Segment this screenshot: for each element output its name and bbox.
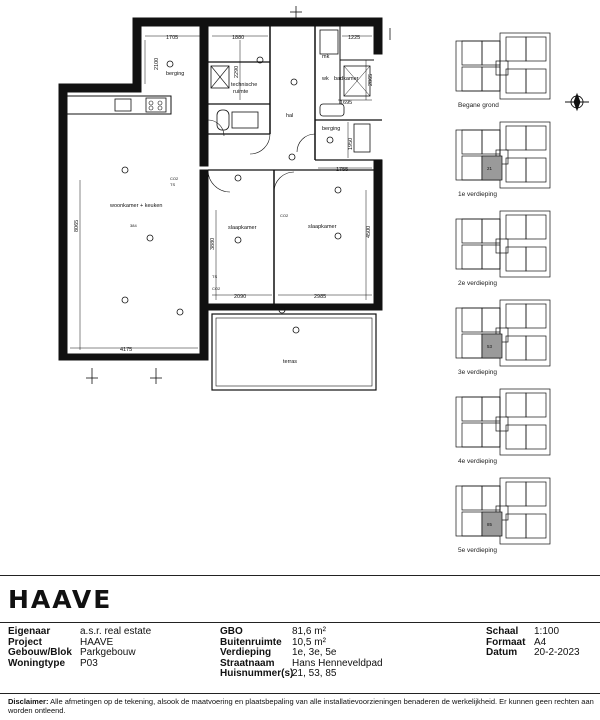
room-terras: terras bbox=[283, 359, 298, 365]
info-row bbox=[8, 627, 208, 638]
key-plan-level bbox=[456, 33, 550, 99]
room-woonkamer: woonkamer + keuken bbox=[110, 203, 163, 209]
dim-1880: 1880 bbox=[232, 35, 245, 41]
disclaimer bbox=[8, 698, 598, 715]
info-value: Parkgebouw bbox=[80, 647, 136, 658]
dim-4175: 4175 bbox=[120, 347, 133, 353]
key-plan-level bbox=[456, 300, 550, 366]
info-label: Verdieping bbox=[220, 647, 272, 658]
key-plan-unit-number: 85 bbox=[487, 522, 493, 527]
key-plan-level-label: 1e verdieping bbox=[458, 191, 498, 198]
info-label: Huisnummer(s) bbox=[220, 668, 294, 679]
info-unit-block bbox=[220, 627, 450, 680]
info-row bbox=[220, 627, 450, 638]
symbol-ts-2: TS bbox=[212, 274, 218, 279]
key-plan-level-label: 3e verdieping bbox=[458, 369, 498, 376]
info-value: 81,6 m² bbox=[292, 626, 326, 637]
info-row bbox=[220, 648, 450, 659]
info-value: a.s.r. real estate bbox=[80, 626, 152, 637]
info-label: GBO bbox=[220, 626, 243, 637]
dim-1225: 1225 bbox=[348, 35, 361, 41]
key-plan-level bbox=[456, 211, 550, 277]
symbol-co2-1: CO2 bbox=[170, 176, 179, 181]
room-slaapkamer-2: slaapkamer bbox=[308, 224, 337, 230]
dim-4500: 4500 bbox=[366, 225, 372, 238]
info-row bbox=[8, 659, 208, 670]
key-plan-level-label: Begane grond bbox=[458, 102, 499, 109]
dim-2865: 2865 bbox=[368, 73, 374, 86]
divider-info bbox=[0, 622, 600, 623]
info-value: P03 bbox=[80, 657, 98, 669]
dim-2090: 2090 bbox=[234, 294, 247, 300]
dim-1705: 1705 bbox=[166, 35, 179, 41]
label-mk: mk bbox=[322, 54, 330, 60]
info-value: HAAVE bbox=[80, 636, 114, 648]
wall-top bbox=[133, 18, 381, 26]
wall-bottom-bedrooms bbox=[208, 304, 382, 310]
key-plan-level-label: 5e verdieping bbox=[458, 547, 498, 554]
room-technische-1: technische bbox=[231, 82, 258, 88]
key-plan-level bbox=[456, 389, 550, 455]
dim-1695: 1695 bbox=[340, 100, 353, 106]
wall-right-lower bbox=[374, 160, 382, 310]
info-value: 20-2-2023 bbox=[534, 647, 580, 658]
wall-left bbox=[59, 84, 67, 360]
symbol-hvac: 384 bbox=[130, 223, 137, 228]
info-label: Buitenruimte bbox=[220, 636, 282, 648]
north-arrow-icon bbox=[565, 94, 589, 110]
key-plan-level bbox=[456, 122, 550, 188]
info-row bbox=[486, 648, 596, 659]
room-badkamer: badkamer bbox=[334, 76, 359, 82]
key-plan-unit-number: 21 bbox=[487, 166, 493, 171]
info-value: 1e, 3e, 5e bbox=[292, 647, 337, 658]
dim-8065: 8065 bbox=[74, 219, 80, 232]
info-label: Gebouw/Blok bbox=[8, 647, 72, 658]
divider-disclaimer bbox=[0, 693, 600, 694]
haave-logo: HAAVE bbox=[8, 585, 113, 614]
room-hal: hal bbox=[286, 113, 294, 119]
dim-1950: 1950 bbox=[348, 137, 354, 150]
info-value: 1:100 bbox=[534, 626, 560, 637]
info-label: Eigenaar bbox=[8, 626, 51, 637]
info-label: Straatnaam bbox=[220, 657, 275, 669]
wall-top-kitchen bbox=[133, 18, 141, 92]
info-label: Schaal bbox=[486, 626, 519, 637]
key-plan-level bbox=[456, 478, 550, 544]
wall-bedroom-left bbox=[200, 170, 208, 358]
label-wk: wk bbox=[322, 76, 329, 82]
info-row bbox=[8, 648, 208, 659]
key-plan-unit-number: 53 bbox=[487, 344, 493, 349]
info-label: Woningtype bbox=[8, 657, 66, 669]
key-plan-level-label: 2e verdieping bbox=[458, 280, 498, 287]
dim-1755: 1755 bbox=[336, 167, 349, 173]
info-value: 21, 53, 85 bbox=[292, 668, 337, 679]
symbol-ts-1: TS bbox=[170, 182, 176, 187]
divider-top bbox=[0, 575, 600, 576]
wall-right-upper bbox=[374, 18, 382, 54]
key-plans bbox=[456, 33, 550, 544]
room-berging-right: berging bbox=[322, 126, 341, 132]
info-row bbox=[220, 669, 450, 680]
key-plan-level-label: 4e verdieping bbox=[458, 458, 498, 465]
terrace bbox=[212, 314, 376, 390]
disclaimer-text: Alle afmetingen op de tekening, alsook de maatvoering en plaatsbepaling van alle installatievoorzieningen benaderen de werkelijkheid. Er kunnen geen rechten aan worden ontleend. bbox=[8, 697, 594, 715]
info-label: Datum bbox=[486, 647, 518, 658]
dim-2985: 2985 bbox=[314, 294, 327, 300]
room-technische-2: ruimte bbox=[233, 89, 249, 95]
dim-3880: 3880 bbox=[210, 237, 216, 250]
info-sheet-block bbox=[486, 627, 596, 659]
wall-top-left bbox=[59, 84, 139, 92]
wall-mid-vertical bbox=[200, 18, 208, 166]
info-label: Formaat bbox=[486, 636, 526, 648]
info-owner-block bbox=[8, 627, 208, 669]
info-value: Hans Henneveldpad bbox=[292, 657, 383, 669]
room-berging-top: berging bbox=[166, 71, 185, 77]
info-row bbox=[486, 627, 596, 638]
info-label: Project bbox=[8, 636, 42, 648]
disclaimer-label: Disclaimer: bbox=[8, 697, 49, 706]
dim-2100: 2100 bbox=[154, 57, 160, 70]
room-slaapkamer-1: slaapkamer bbox=[228, 225, 257, 231]
info-value: 10,5 m² bbox=[292, 636, 326, 648]
info-value: A4 bbox=[534, 636, 547, 648]
wall-bottom-living bbox=[59, 354, 208, 360]
symbol-co2-2: CO2 bbox=[280, 213, 289, 218]
dim-2290: 2290 bbox=[234, 65, 240, 78]
symbol-co2-3: CO2 bbox=[212, 286, 221, 291]
